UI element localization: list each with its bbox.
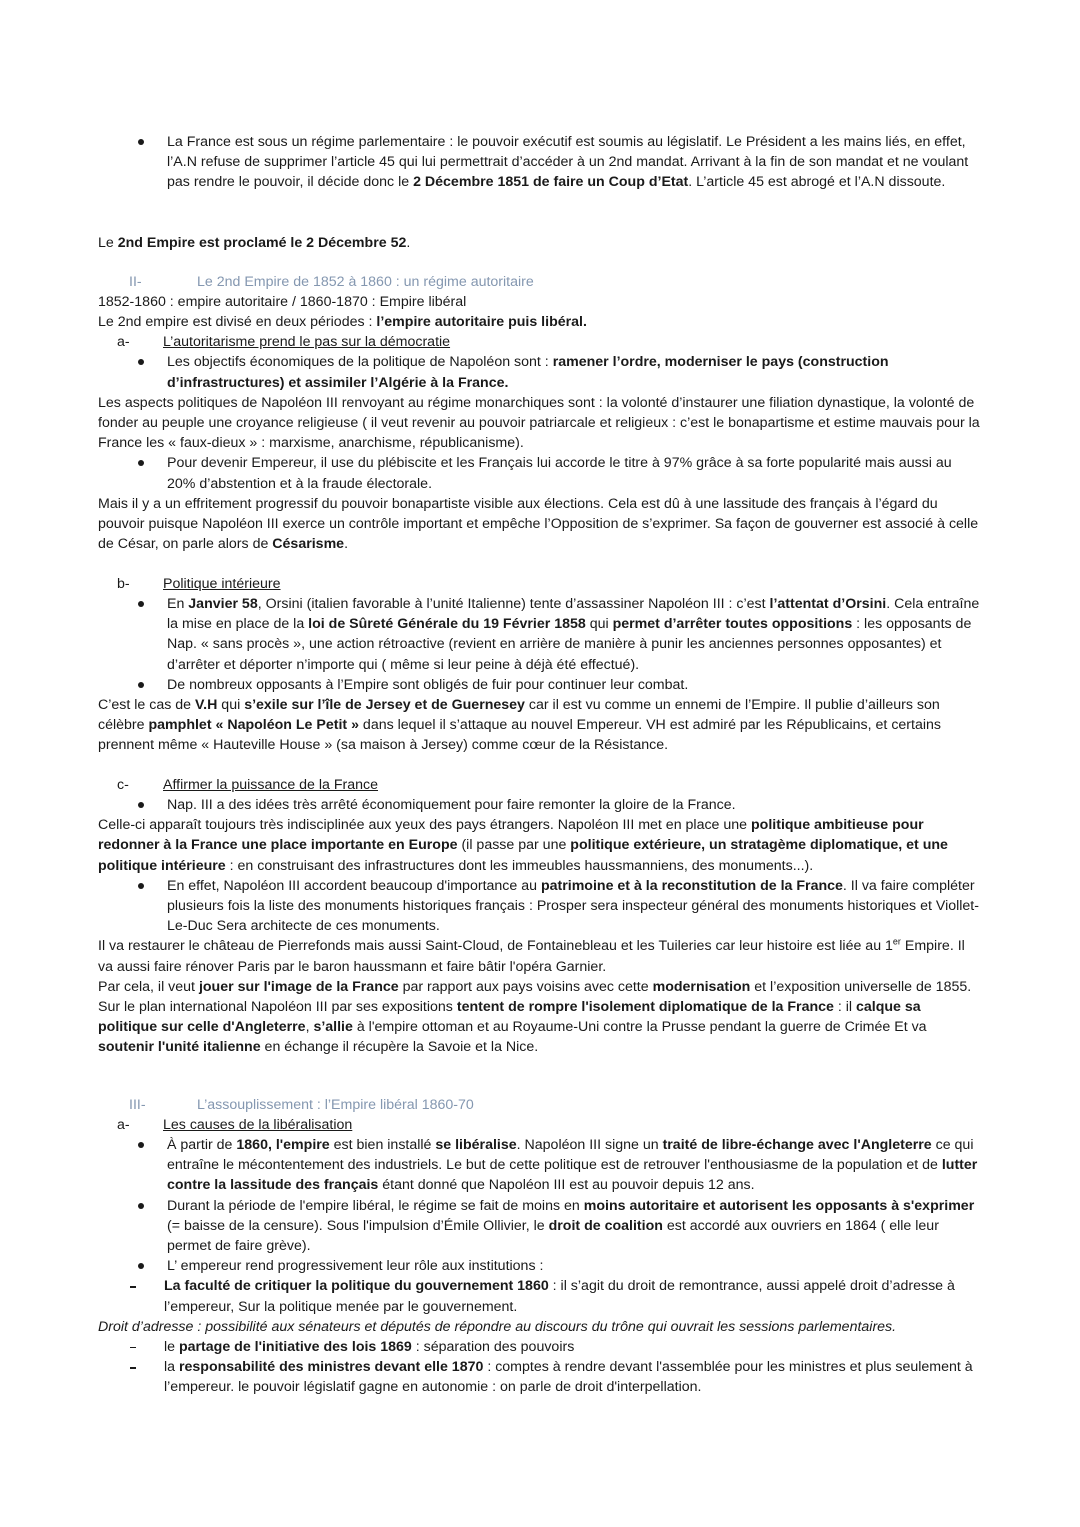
paragraph: C’est le cas de V.H qui s’exile sur l’île de Jersey et de Guernesey car il est vu comme un ennemi de l’Empire. Il publie d’ailleurs son célèbre pamphlet « Napoléon Le Petit » dans lequel il s’attaque au nouvel Empereur. VH est admiré par les Républicains, et certains prennent même « Hauteville House » (sa maison à Jersey) comme cœur de la Résistance. — [98, 697, 941, 754]
subsection-title: Les causes de la libéralisation — [163, 1117, 353, 1133]
bullet-item: L’ empereur rend progressivement leur rôle aux institutions : — [98, 1256, 983, 1276]
subsection-b — [98, 574, 983, 756]
subsection-c — [98, 775, 983, 1058]
bullet-coup-etat: La France est sous un régime parlementaire : le pouvoir exécutif est soumis au législatif. Le Président a les mains liés, en effet, l’A.N refuse de supprimer l’article 45 qui lui permettrait d’accéder à un 2nd mandat. Arrivant à la fin de son mandat et ne voulant pas rendre le pouvoir, il décide donc le 2 Décembre 1851 de faire un Coup d’Etat. L’article 45 est abrogé et l’A.N dissoute. — [98, 132, 983, 193]
subsection-letter: a- — [117, 1117, 130, 1133]
section-number: II- — [129, 274, 142, 290]
section-2 — [98, 272, 983, 554]
subsection-heading — [98, 574, 983, 594]
subsection-heading — [98, 775, 983, 795]
section-title: L’assouplissement : l’Empire libéral 1860-70 — [197, 1097, 474, 1113]
bullet-item: Durant la période de l'empire libéral, le régime se fait de moins en moins autoritaire et autorisent les opposants à s'exprimer (= baisse de la censure). Sous l'impulsion d’Émile Ollivier, le droit de coalition est accordé aux ouvriers en 1864 ( elle leur permet de faire grève). — [98, 1196, 983, 1257]
section-title: Le 2nd Empire de 1852 à 1860 : un régime autoritaire — [197, 274, 534, 290]
section-heading — [98, 272, 983, 292]
dash-item: la responsabilité des ministres devant elle 1870 : comptes à rendre devant l'assemblée pour les ministres et plus seulement à l’empereur. le pouvoir législatif gagne en autonomie : on parle de droit d'interpellation. — [98, 1357, 983, 1397]
paragraph: Celle-ci apparaît toujours très indisciplinée aux yeux des pays étrangers. Napoléon III met en place une politique ambitieuse pour redonner à la France une place importante en Europe (il passe par une politique extérieure, un stratagème diplomatique, et une politique intérieure : en construisant des infrastructures dont les immeubles haussmanniens, des monuments...). — [98, 817, 948, 874]
subsection-title: Affirmer la puissance de la France — [163, 777, 379, 793]
paragraph: Mais il y a un effritement progressif du pouvoir bonapartiste visible aux élections. Cela est dû à une lassitude des français à l’égard du pouvoir puisque Napoléon III exerce un contrôle important et empêche l’Opposition de s’exprimer. Sa façon de gouverner est associé à celle de César, on parle alors de Césarisme. — [98, 495, 979, 553]
bullet-item: Les objectifs économiques de la politique de Napoléon sont : ramener l’ordre, moderniser le pays (construction d’infrastructures) et assimiler l’Algérie à la France. — [98, 352, 983, 392]
bullet-item: En effet, Napoléon III accordent beaucoup d'importance au patrimoine et à la reconstitution de la France. Il va faire compléter plusieurs fois la liste des monuments historiques français : Prosper sera inspecteur général des monuments historiques et Viollet-Le-Duc Sera architecte de ces monuments. — [98, 876, 983, 937]
subsection-title: Politique intérieure — [163, 576, 281, 592]
dash-item: La faculté de critiquer la politique du gouvernement 1860 : il s’agit du droit de remontrance, aussi appelé droit d’adresse à l’empereur, Sur la politique menée par le gouvernement. — [98, 1276, 983, 1316]
bullet-item: En Janvier 58, Orsini (italien favorable à l’unité Italienne) tente d’assassiner Napoléon III : c’est l’attentat d’Orsini. Cela entraîne la mise en place de la loi de Sûreté Générale du 19 Février 1858 qui permet d’arrêter toutes oppositions : les opposants de Nap. « sans procès », une action rétroactive (revient en arrière de manière à punir les anciennes personnes opposantes) et d’arrêter et déporter n’importe qui ( même si leur peine à déjà été effectué). — [98, 594, 983, 675]
bullet-item: Nap. III a des idées très arrêté économiquement pour faire remonter la gloire de la France. — [98, 795, 983, 815]
paragraph: Il va restaurer le château de Pierrefonds mais aussi Saint-Cloud, de Fontainebleau et les Tuileries car leur histoire est liée au 1er Empire. Il va aussi faire rénover Paris par le baron haussmann et faire bâtir l'opéra Garnier. — [98, 936, 965, 975]
subsection-heading — [98, 1115, 983, 1135]
paragraph: Les aspects politiques de Napoléon III renvoyant au régime monarchiques sont : la volonté d’instaurer une filiation dynastique, la volonté de fonder au peuple une croyance religieuse ( il veut revenir au pouvoir patriarcale et religieux : c’est le bonapartisme et estime mauvais pour la France les « faux-dieux » : marxisme, anarchisme, républicanisme). — [98, 394, 980, 452]
definition-note: Droit d’adresse : possibilité aux sénateurs et députés de répondre au discours du trône qui ouvrait les sessions parlementaires. — [98, 1318, 897, 1335]
section-heading — [98, 1095, 983, 1115]
paragraph: Sur le plan international Napoléon III par ses expositions tentent de rompre l'isolement diplomatique de la France : il calque sa politique sur celle d'Angleterre, s’allie à l'empire ottoman et au Royaume-Uni contre la Prusse pendant la guerre de Crimée Et va soutenir l'unité italienne en échange il récupère la Savoie et la Nice. — [98, 999, 927, 1056]
second-empire-proclamation — [98, 233, 983, 253]
paragraph: Le 2nd empire est divisé en deux périodes : l’empire autoritaire puis libéral. — [98, 314, 587, 331]
subsection-letter: a- — [117, 334, 130, 351]
paragraph: 1852-1860 : empire autoritaire / 1860-1870 : Empire libéral — [98, 294, 467, 310]
intro-block — [98, 132, 983, 193]
section-3 — [98, 1095, 983, 1398]
subsection-letter: c- — [117, 777, 129, 793]
paragraph: Le 2nd Empire est proclamé le 2 Décembre 52. — [98, 235, 411, 251]
bullet-item: De nombreux opposants à l’Empire sont obligés de fuir pour continuer leur combat. — [98, 675, 983, 695]
bullet-item: Pour devenir Empereur, il use du plébiscite et les Français lui accorde le titre à 97% grâce à sa forte popularité mais aussi au 20% d’abstention et à la fraude électorale. — [98, 453, 983, 493]
section-number: III- — [129, 1097, 146, 1113]
subsection-heading — [98, 332, 983, 352]
dash-item: le partage de l'initiative des lois 1869 : séparation des pouvoirs — [98, 1337, 983, 1357]
bullet-item: À partir de 1860, l'empire est bien installé se libéralise. Napoléon III signe un traité de libre-échange avec l'Angleterre ce qui entraîne le mécontentement des industriels. Le but de cette politique est de retrouver l'enthousiasme de la population et de lutter contre la lassitude des français étant donné que Napoléon III est au pouvoir depuis 12 ans. — [98, 1135, 983, 1196]
subsection-letter: b- — [117, 576, 130, 592]
paragraph: Par cela, il veut jouer sur l'image de la France par rapport aux pays voisins avec cette modernisation et l’exposition universelle de 1855. — [98, 978, 972, 995]
subsection-title: L’autoritarisme prend le pas sur la démocratie — [163, 334, 451, 351]
